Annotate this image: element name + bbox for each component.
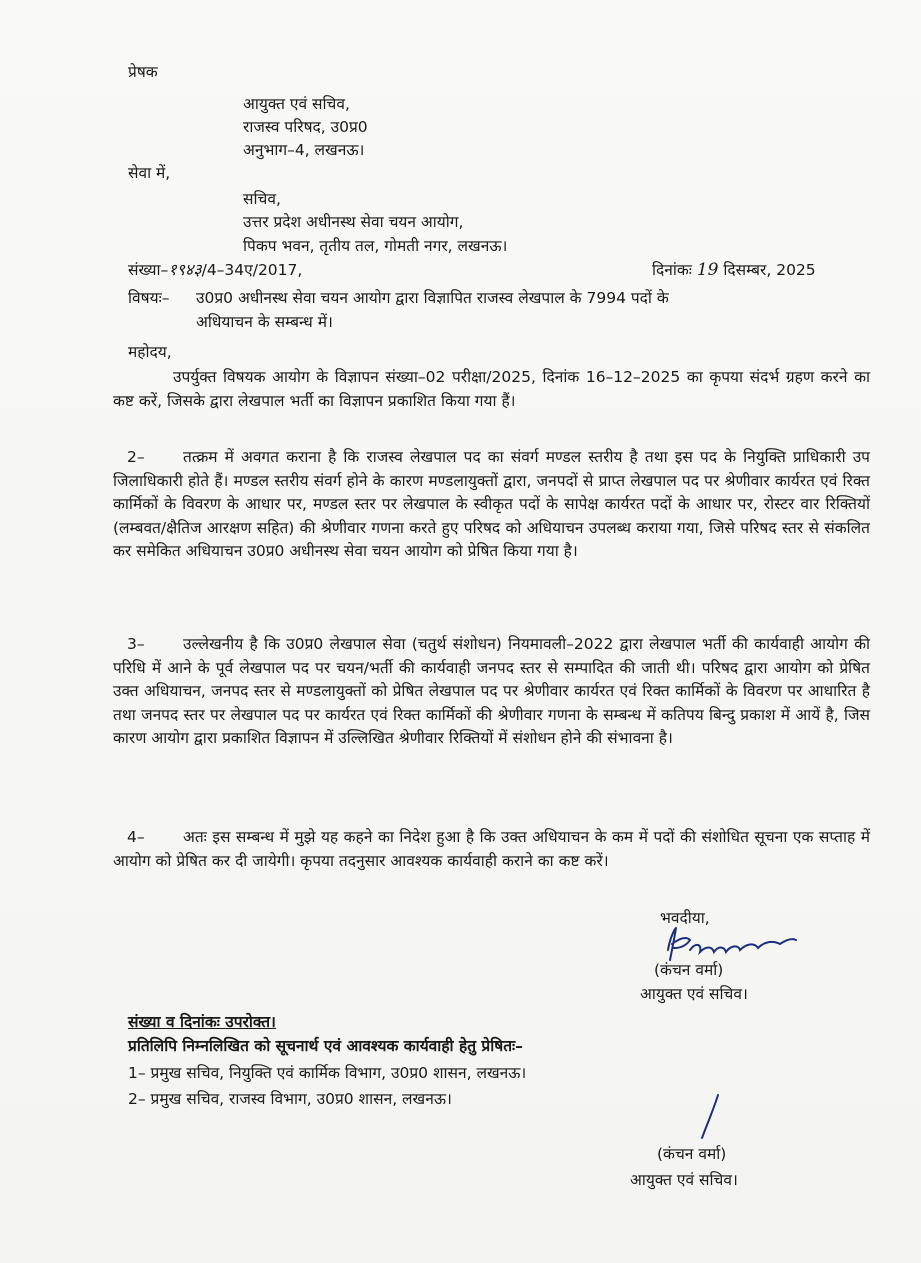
paragraph-1-text: उपर्युक्त विषयक आयोग के विज्ञापन संख्या–02 परीक्षा/2025, दिनांक 16–12–2025 का कृपया संदर्भ ग्रहण करने का कष्ट करें, जिसके द्वारा लेखपाल भर्ती का विज्ञापन प्रकाशित किया गया हैं। — [113, 368, 870, 410]
signatory-name: (कंचन वर्मा) — [654, 961, 724, 979]
paragraph-1 — [113, 366, 870, 413]
ref-handwritten: १९४३ — [168, 260, 202, 279]
paragraph-4 — [113, 826, 870, 873]
initial-mark — [696, 1092, 726, 1142]
to-label: सेवा में, — [128, 164, 171, 182]
subject-label: विषयः– — [128, 289, 170, 307]
paragraph-3-number: 3– — [127, 635, 145, 653]
ref-prefix: संख्या– — [128, 261, 169, 279]
subject-line-1: उ0प्र0 अधीनस्थ सेवा चयन आयोग द्वारा विज्ञापित राजस्व लेखपाल के 7994 पदों के — [196, 289, 669, 307]
paragraph-2 — [113, 446, 870, 564]
subject-line-2: अधियाचन के सम्बन्ध में। — [196, 313, 333, 331]
valediction: भवदीया, — [660, 909, 710, 927]
paragraph-4-text: अतः इस सम्बन्ध में मुझे यह कहने का निदेश हुआ है कि उक्त अधियाचन के कम में पदों की संशोधित सूचना एक सप्ताह में आयोग को प्रेषित कर दी जायेगी। कृपया तदनुसार आवश्यक कार्यवाही कराने का कष्ट करें। — [113, 828, 870, 870]
copy-signatory-designation: आयुक्त एवं सचिव। — [630, 1171, 738, 1189]
paragraph-4-number: 4– — [127, 828, 145, 846]
date-label: दिनांकः — [652, 261, 692, 279]
copy-item-1: 1– प्रमुख सचिव, नियुक्ति एवं कार्मिक विभाग, उ0प्र0 शासन, लखनऊ। — [128, 1064, 527, 1082]
signatory-designation: आयुक्त एवं सचिव। — [640, 985, 748, 1003]
copy-item-2: 2– प्रमुख सचिव, राजस्व विभाग, उ0प्र0 शासन, लखनऊ। — [128, 1090, 452, 1108]
recipient-line-3: पिकप भवन, तृतीय तल, गोमती नगर, लखनऊ। — [243, 237, 508, 255]
paragraph-3 — [113, 633, 870, 751]
date-rest: दिसम्बर, 2025 — [723, 261, 816, 279]
salutation: महोदय, — [128, 343, 172, 361]
date-handwritten: 19 — [696, 260, 719, 280]
sender-label: प्रेषक — [128, 63, 158, 81]
paragraph-2-text: तत्क्रम में अवगत कराना है कि राजस्व लेखपाल पद का संवर्ग मण्डल स्तरीय है तथा इस पद के नियुक्ति प्राधिकारी उप जिलाधिकारी होते हैं। मण्डल स्तरीय संवर्ग होने के कारण मण्डलायुक्तों द्वारा, जनपदों से प्राप्त लेखपाल पद पर श्रेणीवार कार्यरत एवं रिक्त कार्मिकों के विवरण के आधार पर, मण्डल स्तर पर लेखपाल के स्वीकृत पदों के सापेक्ष कार्यरत पदों के आधार पर, रोस्टर वार रिक्तियों (लम्बवत/क्षैतिज आरक्षण सहित) की श्रेणीवार गणना करते हुए परिषद को अधियाचन उपलब्ध कराया गया, जिसे परिषद स्तर से संकलित कर समेकित अधियाचन उ0प्र0 अधीनस्थ सेवा चयन आयोग को प्रेषित किया गया है। — [113, 448, 870, 560]
copy-reference: संख्या व दिनांकः उपरोक्त। — [128, 1013, 276, 1031]
ref-suffix: /4–34ए/2017, — [201, 261, 303, 279]
paragraph-2-number: 2– — [127, 448, 145, 466]
paragraph-3-text: उल्लेखनीय है कि उ0प्र0 लेखपाल सेवा (चतुर्थ संशोधन) नियमावली–2022 द्वारा लेखपाल भर्ती की कार्यवाही आयोग की परिधि में आने के पूर्व लेखपाल पद पर चयन/भर्ती की कार्यवाही जनपद स्तर से सम्पादित की जाती थी। परिषद द्वारा आयोग को प्रेषित उक्त अधियाचन, जनपद स्तर से मण्डलायुक्तों को प्रेषित लेखपाल पद पर श्रेणीवार कार्यरत एवं रिक्त कार्मिकों के विवरण पर आधारित है तथा जनपद स्तर पर लेखपाल पद पर कार्यरत एवं रिक्त कार्मिकों की श्रेणीवार गणना के सम्बन्ध में कतिपय बिन्दु प्रकाश में आयें है, जिस कारण आयोग द्वारा प्रकाशित विज्ञापन में उल्लिखित श्रेणीवार रिक्तियों में संशोधन होने की संभावना है। — [113, 635, 870, 747]
sender-line-2: राजस्व परिषद, उ0प्र0 — [243, 118, 368, 136]
recipient-line-2: उत्तर प्रदेश अधीनस्थ सेवा चयन आयोग, — [243, 213, 464, 231]
sender-line-1: आयुक्त एवं सचिव, — [243, 95, 350, 113]
sender-line-3: अनुभाग–4, लखनऊ। — [243, 141, 365, 159]
recipient-line-1: सचिव, — [243, 190, 281, 208]
letter-date — [652, 260, 816, 280]
copy-intro: प्रतिलिपि निम्नलिखित को सूचनार्थ एवं आवश्यक कार्यवाही हेतु प्रेषितः– — [128, 1037, 523, 1055]
reference-number — [128, 260, 302, 280]
copy-signatory-name: (कंचन वर्मा) — [657, 1145, 727, 1163]
